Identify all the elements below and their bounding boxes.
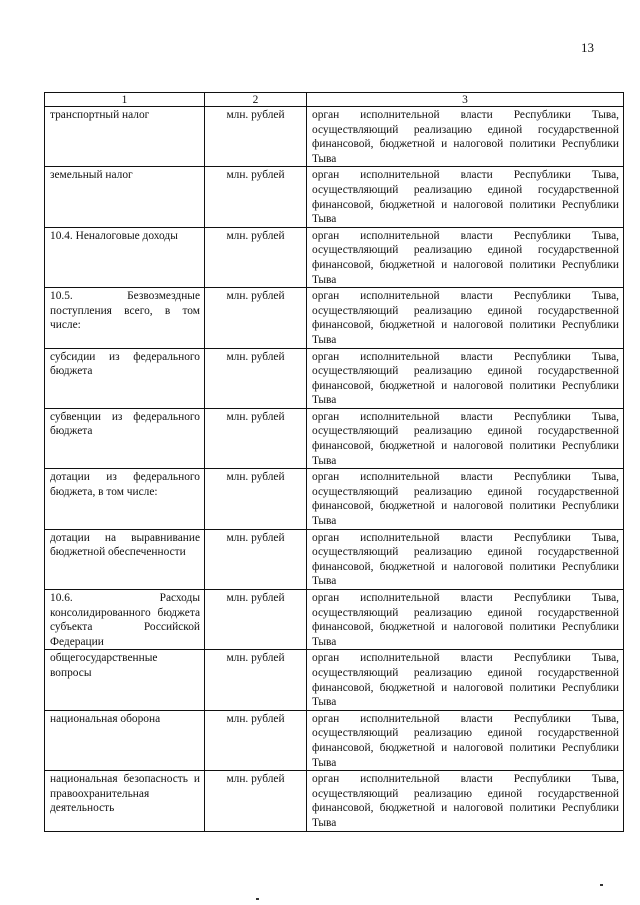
unit-cell: млн. рублей xyxy=(205,469,307,529)
column-header-2: 2 xyxy=(205,93,307,107)
unit-cell: млн. рублей xyxy=(205,227,307,287)
indicator-name-cell: дотации из федерального бюджета, в том числе: xyxy=(45,469,205,529)
table-row xyxy=(45,227,624,287)
indicator-name-cell: субсидии из федерального бюджета xyxy=(45,348,205,408)
indicator-name-cell: земельный налог xyxy=(45,167,205,227)
unit-cell: млн. рублей xyxy=(205,710,307,770)
table-row xyxy=(45,469,624,529)
table-row xyxy=(45,590,624,650)
responsible-body-cell: орган исполнительной власти Республики Тыва, осуществляющий реализацию единой государственной финансовой, бюджетной и налоговой политики Республики Тыва xyxy=(307,650,624,710)
indicator-name-cell: транспортный налог xyxy=(45,107,205,167)
responsible-body-cell: орган исполнительной власти Республики Тыва, осуществляющий реализацию единой государственной финансовой, бюджетной и налоговой политики Республики Тыва xyxy=(307,469,624,529)
unit-cell: млн. рублей xyxy=(205,529,307,589)
column-header-3: 3 xyxy=(307,93,624,107)
unit-cell: млн. рублей xyxy=(205,348,307,408)
indicator-name-cell: 10.4. Неналоговые доходы xyxy=(45,227,205,287)
page-number: 13 xyxy=(581,40,594,55)
column-header-1: 1 xyxy=(45,93,205,107)
indicator-name-cell: национальная безопасность и правоохранительная деятельность xyxy=(45,771,205,831)
responsible-body-cell: орган исполнительной власти Республики Тыва, осуществляющий реализацию единой государственной финансовой, бюджетной и налоговой политики Республики Тыва xyxy=(307,408,624,468)
responsible-body-cell: орган исполнительной власти Республики Тыва, осуществляющий реализацию единой государственной финансовой, бюджетной и налоговой политики Республики Тыва xyxy=(307,227,624,287)
responsible-body-cell: орган исполнительной власти Республики Тыва, осуществляющий реализацию единой государственной финансовой, бюджетной и налоговой политики Республики Тыва xyxy=(307,288,624,348)
unit-cell: млн. рублей xyxy=(205,771,307,831)
table-row xyxy=(45,650,624,710)
responsible-body-cell: орган исполнительной власти Республики Тыва, осуществляющий реализацию единой государственной финансовой, бюджетной и налоговой политики Республики Тыва xyxy=(307,771,624,831)
indicator-name-cell: 10.6. Расходы консолидированного бюджета субъекта Российской Федерации xyxy=(45,590,205,650)
table-row xyxy=(45,710,624,770)
unit-cell: млн. рублей xyxy=(205,408,307,468)
table-row xyxy=(45,408,624,468)
unit-cell: млн. рублей xyxy=(205,650,307,710)
indicators-table xyxy=(44,92,624,832)
responsible-body-cell: орган исполнительной власти Республики Тыва, осуществляющий реализацию единой государственной финансовой, бюджетной и налоговой политики Республики Тыва xyxy=(307,710,624,770)
table-header-row xyxy=(45,93,624,107)
indicator-name-cell: 10.5. Безвозмездные поступления всего, в том числе: xyxy=(45,288,205,348)
unit-cell: млн. рублей xyxy=(205,107,307,167)
indicator-name-cell: субвенции из федерального бюджета xyxy=(45,408,205,468)
unit-cell: млн. рублей xyxy=(205,288,307,348)
responsible-body-cell: орган исполнительной власти Республики Тыва, осуществляющий реализацию единой государственной финансовой, бюджетной и налоговой политики Республики Тыва xyxy=(307,107,624,167)
indicator-name-cell: общегосударственные вопросы xyxy=(45,650,205,710)
unit-cell: млн. рублей xyxy=(205,167,307,227)
table-row xyxy=(45,288,624,348)
unit-cell: млн. рублей xyxy=(205,590,307,650)
scan-speck xyxy=(600,884,603,886)
indicator-name-cell: дотации на выравнивание бюджетной обеспеченности xyxy=(45,529,205,589)
table-row xyxy=(45,771,624,831)
responsible-body-cell: орган исполнительной власти Республики Тыва, осуществляющий реализацию единой государственной финансовой, бюджетной и налоговой политики Республики Тыва xyxy=(307,529,624,589)
table-row xyxy=(45,529,624,589)
responsible-body-cell: орган исполнительной власти Республики Тыва, осуществляющий реализацию единой государственной финансовой, бюджетной и налоговой политики Республики Тыва xyxy=(307,348,624,408)
responsible-body-cell: орган исполнительной власти Республики Тыва, осуществляющий реализацию единой государственной финансовой, бюджетной и налоговой политики Республики Тыва xyxy=(307,590,624,650)
table-row xyxy=(45,348,624,408)
table-row xyxy=(45,167,624,227)
indicator-name-cell: национальная оборона xyxy=(45,710,205,770)
scan-speck xyxy=(256,898,259,900)
table-row xyxy=(45,107,624,167)
responsible-body-cell: орган исполнительной власти Республики Тыва, осуществляющий реализацию единой государственной финансовой, бюджетной и налоговой политики Республики Тыва xyxy=(307,167,624,227)
